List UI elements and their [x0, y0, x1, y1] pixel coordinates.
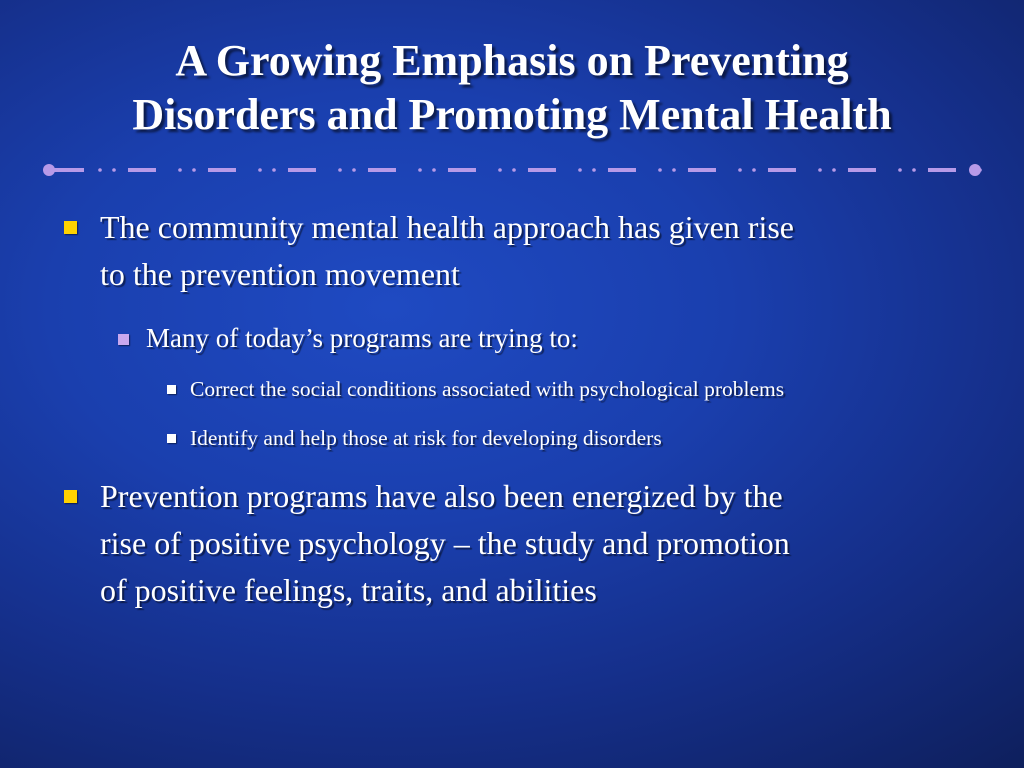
slide-title-line-2: Disorders and Promoting Mental Health	[132, 90, 892, 139]
bullet-text-line: to the prevention movement	[100, 256, 460, 292]
bullet-text-line: The community mental health approach has given rise	[100, 209, 794, 245]
bullet-text-line: Prevention programs have also been energized by the	[100, 478, 783, 514]
bullet-text-line: of positive feelings, traits, and abilities	[100, 572, 597, 608]
bullet-marker-white-square	[167, 434, 176, 443]
bullet-text-line: rise of positive psychology – the study and promotion	[100, 525, 790, 561]
bullet-marker-white-square	[167, 385, 176, 394]
bullet-text-line: Many of today’s programs are trying to:	[146, 323, 578, 353]
bullet-text-line: Correct the social conditions associated with psychological problems	[190, 377, 785, 401]
bullet-marker-yellow-square	[64, 490, 77, 503]
bullet-marker-lavender-square	[118, 334, 129, 345]
bullet-level-1	[100, 204, 980, 298]
bullet-marker-yellow-square	[64, 221, 77, 234]
bullet-level-1	[100, 473, 980, 614]
bullet-level-2	[146, 321, 976, 355]
slide-title-line-1: A Growing Emphasis on Preventing	[175, 36, 849, 85]
bullet-text-line: Identify and help those at risk for developing disorders	[190, 426, 662, 450]
bullet-level-3	[190, 423, 990, 453]
bullet-level-3	[190, 374, 990, 404]
